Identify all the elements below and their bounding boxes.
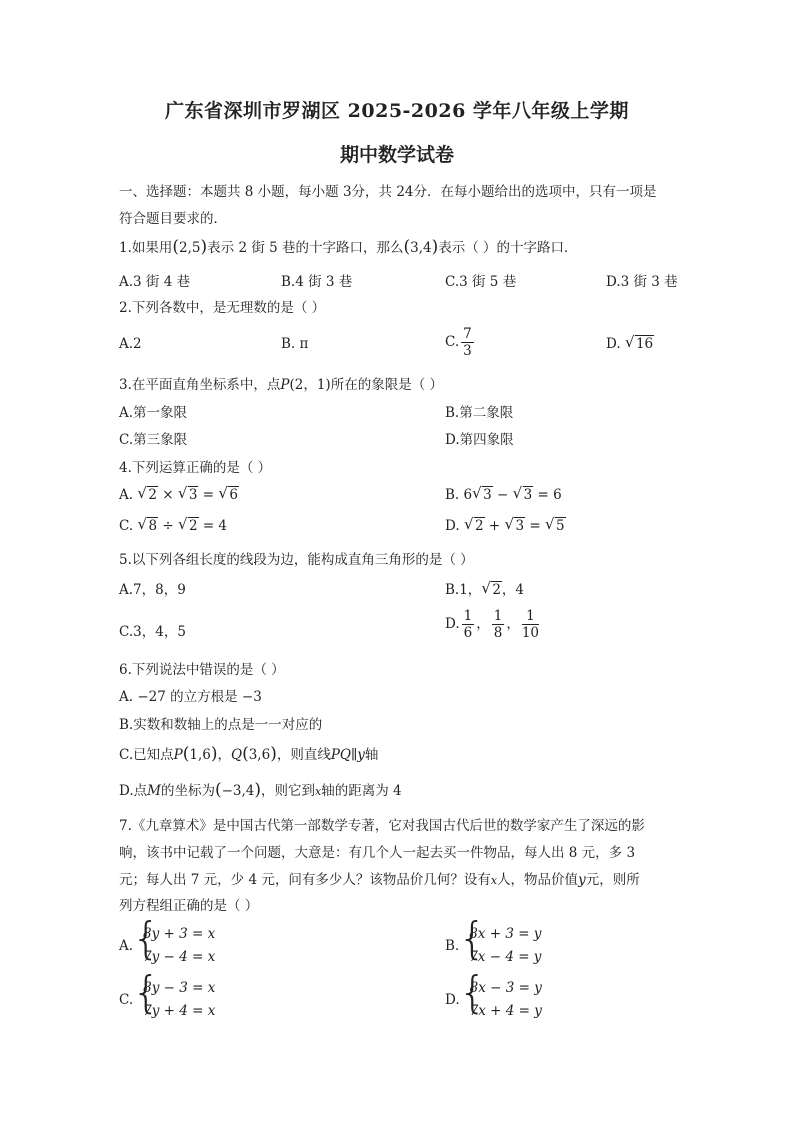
question-3-stem: 3.在平面直角坐标系中，点P(2，1)所在的象限是（ ） — [119, 377, 443, 393]
q5-option-c: C.3，4，5 — [119, 624, 186, 640]
fraction: $\frac{7}{3}$ — [463, 326, 472, 359]
q3-option-d: D.第四象限 — [445, 432, 514, 448]
question-1-stem: 1.如果用(2,5)表示 2 街 5 巷的十字路口，那么(3,4)表示（ ）的十字路口． — [119, 237, 578, 257]
q2-option-a: A.2 — [119, 336, 142, 352]
q1-option-a: A.3 街 4 巷 — [119, 274, 191, 290]
q2-option-d: D. √ 16 — [606, 333, 654, 352]
q1-option-b: B.4 街 3 巷 — [281, 274, 353, 290]
q4-option-a: A. √ 2 × √ 3 = √ 6 — [119, 484, 238, 503]
q7-option-b: B. { 8x + 3 = y 7x − 4 = y — [445, 923, 541, 969]
equation-system: { 8x − 3 = y 7x + 4 = y — [458, 967, 542, 1019]
equation-system: { 8x + 3 = y 7x − 4 = y — [458, 913, 542, 965]
section-instructions-line2: 符合题目要求的． — [119, 211, 227, 227]
q2-option-b: B. π — [281, 336, 309, 352]
question-7-line3: 元；每人出 7 元，少 4 元，问有多少人？该物品价几何？设有x人，物品价值y元，则所 — [119, 872, 640, 888]
q5-option-b: B.1， √ 2，4 — [445, 579, 524, 598]
equation-system: { 8y + 3 = x 7y − 4 = x — [132, 913, 216, 965]
question-5-stem: 5.以下列各组长度的线段为边，能构成直角三角形的是（ ） — [119, 552, 474, 568]
q1-point2: 3,4 — [410, 240, 432, 256]
q3-option-c: C.第三象限 — [119, 432, 188, 448]
q7-option-a: A. { 8y + 3 = x 7y − 4 = x — [119, 923, 215, 969]
sqrt-expression: √ 16 — [624, 333, 654, 352]
question-7-line2: 响，该书中记载了一个问题，大意是：有几个人一起去买一件物品，每人出 8 元，多 3 — [119, 845, 636, 861]
q1-mid: 表示 2 街 5 巷的十字路口，那么 — [207, 240, 404, 256]
exam-title: 广东省深圳市罗湖区 2025-2026 学年八年级上学期 — [165, 100, 629, 122]
question-2-stem: 2.下列各数中，是无理数的是（ ） — [119, 300, 326, 316]
q4-option-b: B. 6 √ 3 − √ 3 = 6 — [445, 484, 562, 503]
pi-symbol: π — [299, 336, 309, 352]
q4-option-c: C. √ 8 ÷ √ 2 = 4 — [119, 515, 228, 534]
q1-suffix: 表示（ ）的十字路口． — [438, 240, 578, 256]
q5-option-d: D. $\frac{1}{6}$ ， $\frac{1}{8}$ ， $\frac{1}{10}$ — [445, 608, 540, 641]
q2-option-c: C. $\frac{7}{3}$ — [445, 326, 472, 359]
q7-option-d: D. { 8x − 3 = y 7x + 4 = y — [445, 977, 542, 1023]
q5-option-a: A.7，8，9 — [119, 582, 186, 598]
question-7-line4: 列方程组正确的是（ ） — [119, 898, 259, 914]
question-7-line1: 7.《九章算术》是中国古代第一部数学专著，它对我国古代后世的数学家产生了深远的影 — [119, 818, 645, 834]
section-instructions-line1: 一、选择题：本题共 8 小题，每小题 3分，共 24分．在每小题给出的选项中，只有一项是 — [119, 184, 657, 200]
q7-option-c: C. { 8y − 3 = x 7y + 4 = x — [119, 977, 215, 1023]
q6-option-d: D.点M的坐标为(−3,4)，则它到x轴的距离为 4 — [119, 780, 402, 800]
q1-prefix: 1.如果用 — [119, 240, 173, 256]
q3-option-b: B.第二象限 — [445, 405, 514, 421]
q6-option-a: A. −27 的立方根是 −3 — [119, 689, 262, 705]
exam-subtitle: 期中数学试卷 — [339, 144, 454, 166]
q1-option-d: D.3 街 3 巷 — [606, 274, 678, 290]
q6-option-b: B.实数和数轴上的点是一一对应的 — [119, 717, 323, 733]
q4-option-d: D. √ 2 + √ 3 = √ 5 — [445, 515, 565, 534]
q1-option-c: C.3 街 5 巷 — [445, 274, 517, 290]
question-4-stem: 4.下列运算正确的是（ ） — [119, 460, 272, 476]
question-6-stem: 6.下列说法中错误的是（ ） — [119, 662, 285, 678]
q1-point1: 2,5 — [179, 240, 201, 256]
q3-option-a: A.第一象限 — [119, 405, 188, 421]
equation-system: { 8y − 3 = x 7y + 4 = x — [132, 967, 216, 1019]
q6-option-c: C.已知点P(1,6)，Q(3,6)，则直线PQ∥y轴 — [119, 744, 379, 764]
